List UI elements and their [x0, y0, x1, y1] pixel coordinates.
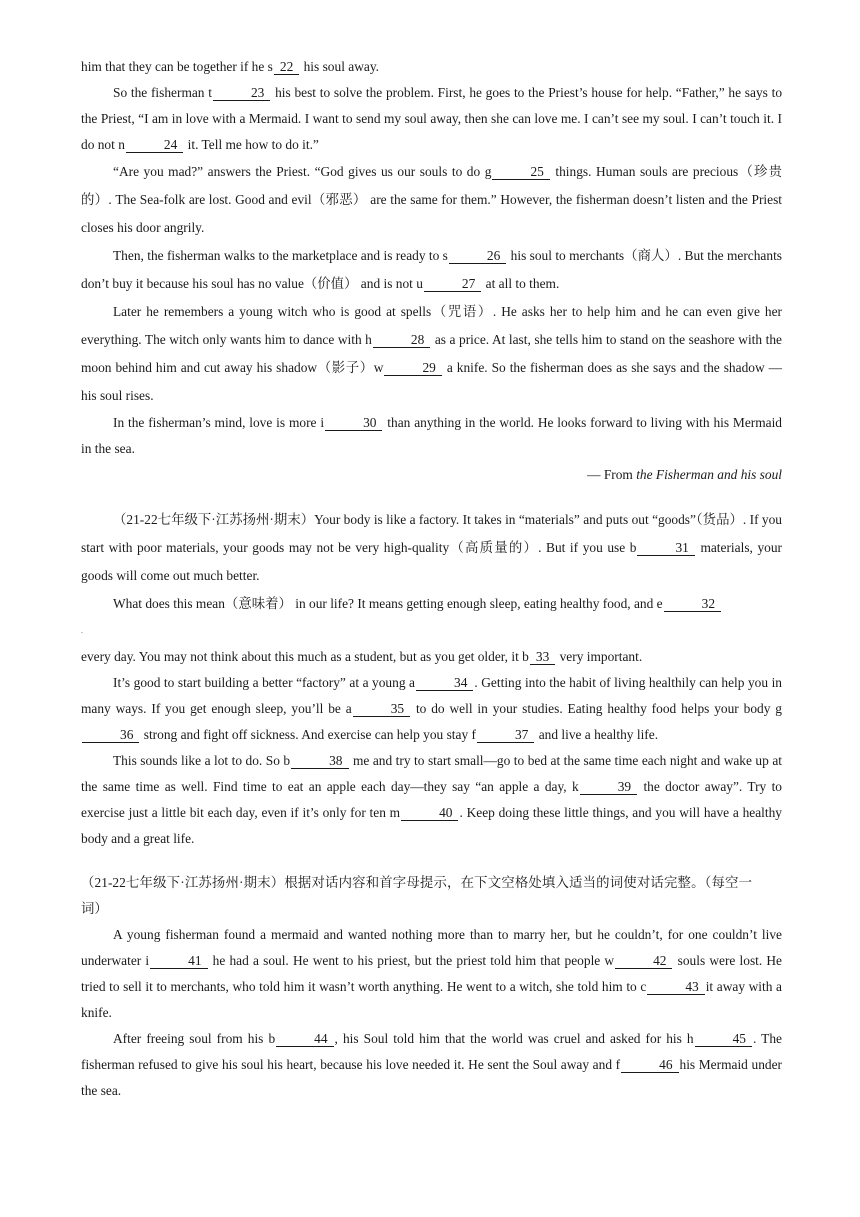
text: , his Soul told him that the world was cruel and asked for his h: [334, 1031, 694, 1046]
text: at all to them.: [482, 276, 560, 291]
paragraph: [81, 748, 782, 852]
blank-26[interactable]: 26: [449, 248, 506, 264]
text: things. Human souls are precious（珍贵的）. The Sea-folk are lost. Good and evil（邪恶） are the same for them.” However, the fisherman doesn’t listen and the Priest closes his door angrily.: [81, 164, 782, 235]
blank-29[interactable]: 29: [384, 360, 441, 376]
text: it. Tell me how to do it.”: [184, 137, 319, 152]
text: （21-22七年级下·江苏扬州·期末）Your body is like a factory. It takes in “materials” and puts out “goods”（货品）. If you start with poor materials, your goods may not be very high-quality（高质量的）. But if you use b: [81, 512, 782, 555]
text: me and try to start small—go to bed at the same time each night and wake up at the same time as well. Find time to eat an apple each day—they say “an apple a day, k: [81, 753, 782, 794]
paragraph: [81, 922, 782, 1026]
blank-43[interactable]: 43: [647, 979, 704, 995]
blank-42[interactable]: 42: [615, 953, 672, 969]
blank-41[interactable]: 41: [150, 953, 207, 969]
text: strong and fight off sickness. And exercise can help you stay f: [140, 727, 476, 742]
text: it away with a knife.: [81, 979, 782, 1020]
source-title: the Fisherman and his soul: [636, 467, 782, 482]
text: he had a soul. He went to his priest, but the priest told him that people w: [208, 953, 615, 968]
text: A young fisherman found a mermaid and wanted nothing more than to marry her, but he couldn’t, for one couldn’t live underwater i: [81, 927, 782, 968]
blank-44[interactable]: 44: [276, 1031, 333, 1047]
blank-30[interactable]: 30: [325, 415, 382, 431]
text: him that they can be together if he s: [81, 59, 273, 74]
paragraph: [81, 670, 782, 748]
text: Then, the fisherman walks to the marketplace and is ready to s: [113, 248, 448, 263]
text: So the fisherman t: [113, 85, 212, 100]
blank-25[interactable]: 25: [492, 164, 549, 180]
text: very important.: [556, 649, 643, 664]
blank-33[interactable]: 33: [530, 649, 555, 665]
paragraph: [81, 410, 782, 462]
blank-28[interactable]: 28: [373, 332, 430, 348]
blank-34[interactable]: 34: [416, 675, 473, 691]
blank-40[interactable]: 40: [401, 805, 458, 821]
paragraph: [81, 590, 782, 618]
text: the doctor away”. Try to exercise just a little bit each day, even if it’s only for ten m: [81, 779, 782, 820]
blank-32[interactable]: 32: [664, 596, 721, 612]
blank-37[interactable]: 37: [477, 727, 534, 743]
blank-23[interactable]: 23: [213, 85, 270, 101]
text: After freeing soul from his b: [113, 1031, 276, 1046]
blank-46[interactable]: 46: [621, 1057, 678, 1073]
source-prefix: — From: [587, 467, 637, 482]
blank-35[interactable]: 35: [353, 701, 410, 717]
text: souls were lost. He tried to sell it to merchants, who told him it wasn’t worth anything. He went to a witch, she told him to c: [81, 953, 783, 994]
text: In the fisherman’s mind, love is more i: [113, 415, 325, 430]
paragraph: [81, 80, 782, 158]
text: “Are you mad?” answers the Priest. “God gives us our souls to do g: [113, 164, 492, 179]
blank-31[interactable]: 31: [637, 540, 694, 556]
text: his Mermaid under the sea.: [81, 1057, 782, 1098]
spacer: [81, 852, 782, 870]
blank-38[interactable]: 38: [291, 753, 348, 769]
text: . Keep doing these little things, and you will have a healthy body and a great life.: [81, 805, 782, 846]
blank-24[interactable]: 24: [126, 137, 183, 153]
paragraph: [81, 242, 782, 298]
text: to do well in your studies. Eating healthy food helps your body g: [411, 701, 782, 716]
stray-dot: .: [81, 626, 83, 635]
blank-27[interactable]: 27: [424, 276, 481, 292]
text: his soul away.: [300, 59, 379, 74]
text: It’s good to start building a better “factory” at a young a: [113, 675, 415, 690]
paragraph: [81, 298, 782, 410]
text: every day. You may not think about this much as a student, but as you get older, it b: [81, 649, 529, 664]
instruction: （21-22七年级下·江苏扬州·期末）根据对话内容和首字母提示，在下文空格处填入适当的词使对话完整。（每空一词）: [81, 875, 752, 916]
paragraph: [81, 644, 782, 670]
source-attribution: [81, 462, 782, 488]
paragraph: [81, 506, 782, 590]
text: . The fisherman refused to give his soul his heart, because his love needed it. He sent the Soul away and f: [81, 1031, 782, 1072]
paragraph: [81, 54, 782, 80]
text: . Getting into the habit of living healthily can help you in many ways. If you get enough sleep, you’ll be a: [81, 675, 782, 716]
blank-45[interactable]: 45: [695, 1031, 752, 1047]
blank-22[interactable]: 22: [274, 59, 299, 75]
document-page: [81, 54, 782, 1104]
text: materials, your goods will come out much better.: [81, 540, 782, 583]
text: What does this mean（意味着） in our life? It means getting enough sleep, eating healthy food, and e: [113, 596, 663, 611]
paragraph: [81, 158, 782, 242]
paragraph: [81, 1026, 782, 1104]
text: his soul to merchants（商人）. But the merchants don’t buy it because his soul has no value（价值） and is not u: [81, 248, 783, 291]
blank-36[interactable]: 36: [82, 727, 139, 743]
text: as a price. At last, she tells him to stand on the seashore with the moon behind him and cut away his shadow（影子）w: [81, 332, 782, 375]
text: and live a healthy life.: [535, 727, 659, 742]
text: his best to solve the problem. First, he goes to the Priest’s house for help. “Father,” he says to the Priest, “I am in love with a Mermaid. I want to send my soul away, then she can love me. I can’t see my soul. I can’t touch it. I do not n: [81, 85, 783, 152]
spacer: [81, 488, 782, 506]
text: Later he remembers a young witch who is good at spells（咒语）. He asks her to help him and he can even give her everything. The witch only wants him to dance with h: [81, 304, 782, 347]
text: a knife. So the fisherman does as she says and the shadow — his soul rises.: [81, 360, 782, 403]
blank-39[interactable]: 39: [580, 779, 637, 795]
text: This sounds like a lot to do. So b: [113, 753, 291, 768]
text: than anything in the world. He looks forward to living with his Mermaid in the sea.: [81, 415, 783, 456]
